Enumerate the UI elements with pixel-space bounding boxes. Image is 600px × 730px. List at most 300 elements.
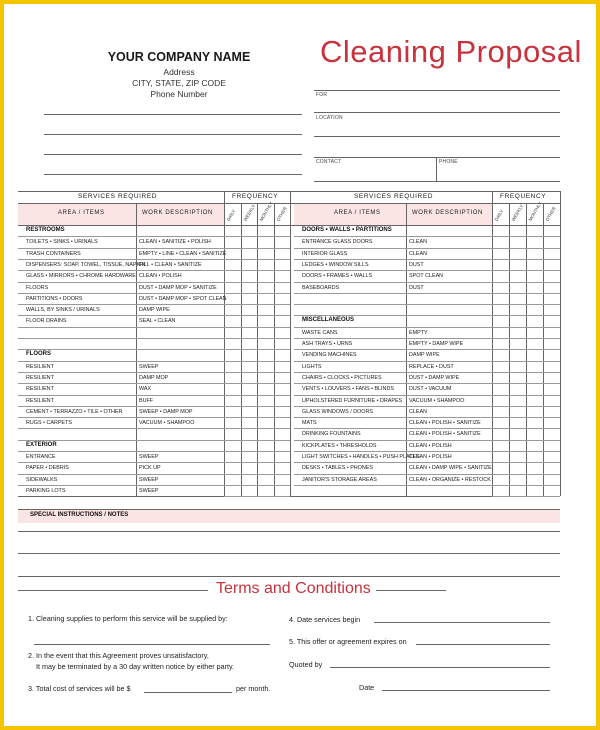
frequency-cell[interactable] [527, 441, 542, 450]
freq-row-line [224, 496, 290, 497]
frequency-cell[interactable] [225, 260, 240, 269]
phone-label: PHONE [439, 159, 458, 165]
special-top-line [18, 509, 560, 510]
expires-field[interactable] [416, 644, 550, 645]
frequency-cell[interactable] [493, 362, 508, 371]
left-freq-label-weekly: WEEKLY [242, 203, 256, 222]
frequency-cell[interactable] [510, 418, 525, 427]
frequency-cell[interactable] [225, 452, 240, 461]
area-item: DOORS • FRAMES • WALLS [302, 273, 373, 280]
frequency-cell[interactable] [493, 429, 508, 438]
left-freq-label-daily: DAILY [225, 208, 237, 222]
frequency-cell[interactable] [544, 339, 559, 348]
frequency-cell[interactable] [527, 463, 542, 472]
frequency-cell[interactable] [242, 418, 257, 427]
frequency-cell[interactable] [242, 271, 257, 280]
frequency-cell[interactable] [242, 362, 257, 371]
terms-rule-right [376, 590, 446, 591]
frequency-cell[interactable] [527, 316, 542, 325]
area-item: VENTS • LOUVERS • FANS • BLINDS [302, 386, 394, 393]
frequency-cell[interactable] [242, 226, 257, 235]
frequency-cell[interactable] [527, 283, 542, 292]
frequency-cell[interactable] [527, 294, 542, 303]
work-description: DUST • DAMP MOP • SANITIZE [139, 284, 217, 291]
supplied-by-field[interactable] [34, 644, 270, 645]
frequency-cell[interactable] [242, 429, 257, 438]
frequency-cell[interactable] [258, 396, 273, 405]
frequency-cell[interactable] [275, 373, 290, 382]
frequency-cell[interactable] [242, 260, 257, 269]
frequency-cell[interactable] [544, 249, 559, 258]
frequency-cell[interactable] [258, 339, 273, 348]
frequency-cell[interactable] [258, 283, 273, 292]
term-1: 1. Cleaning supplies to perform this service will be supplied by: [28, 614, 228, 623]
frequency-cell[interactable] [493, 339, 508, 348]
frequency-cell[interactable] [258, 226, 273, 235]
company-name: YOUR COMPANY NAME [107, 50, 251, 64]
frequency-cell[interactable] [275, 294, 290, 303]
frequency-cell[interactable] [258, 429, 273, 438]
section-title: RESTROOMS [26, 227, 65, 233]
frequency-cell[interactable] [275, 316, 290, 325]
frequency-cell[interactable] [242, 463, 257, 472]
frequency-cell[interactable] [544, 271, 559, 280]
frequency-cell[interactable] [258, 475, 273, 484]
frequency-cell[interactable] [544, 429, 559, 438]
quoted-by-field[interactable] [330, 667, 550, 668]
work-description: BUFF [139, 397, 154, 404]
frequency-cell[interactable] [493, 384, 508, 393]
frequency-cell[interactable] [275, 328, 290, 337]
frequency-cell[interactable] [225, 226, 240, 235]
area-item: RESILIENT [26, 374, 54, 381]
area-item: DISPENSERS: SOAP, TOWEL, TISSUE, NAPKIN [26, 261, 146, 268]
frequency-cell[interactable] [544, 237, 559, 246]
total-cost-field[interactable] [144, 692, 232, 693]
frequency-cell[interactable] [225, 294, 240, 303]
frequency-cell[interactable] [527, 418, 542, 427]
area-item: TOILETS • SINKS • URINALS [26, 239, 98, 246]
frequency-cell[interactable] [544, 328, 559, 337]
contact-line-top [314, 157, 560, 158]
work-description: SPOT CLEAN [409, 273, 444, 280]
area-item: CEMENT • TERRAZZO • TILE • OTHER [26, 408, 123, 415]
frequency-cell[interactable] [493, 305, 508, 314]
date-label: Date [359, 683, 375, 692]
frequency-cell[interactable] [510, 441, 525, 450]
frequency-cell[interactable] [275, 396, 290, 405]
work-description: CLEAN [409, 250, 427, 257]
notes-line-3[interactable] [18, 576, 560, 577]
frequency-cell[interactable] [242, 328, 257, 337]
frequency-cell[interactable] [510, 429, 525, 438]
frequency-cell[interactable] [275, 452, 290, 461]
frequency-cell[interactable] [275, 463, 290, 472]
frequency-cell[interactable] [510, 407, 525, 416]
frequency-cell[interactable] [258, 271, 273, 280]
frequency-cell[interactable] [242, 384, 257, 393]
right-freq-label-other: OTHER [544, 205, 557, 222]
frequency-cell[interactable] [510, 294, 525, 303]
location-field[interactable] [314, 136, 560, 137]
frequency-cell[interactable] [493, 226, 508, 235]
area-item: RESILIENT [26, 397, 54, 404]
center-divider [290, 191, 291, 496]
frequency-cell[interactable] [275, 384, 290, 393]
frequency-cell[interactable] [544, 441, 559, 450]
work-description: EMPTY • DAMP WIPE [409, 341, 464, 347]
term-2a: 2. In the event that this Agreement proves unsatisfactory, [28, 651, 209, 660]
frequency-cell[interactable] [510, 486, 525, 495]
frequency-cell[interactable] [510, 384, 525, 393]
frequency-cell[interactable] [527, 328, 542, 337]
area-item: TRASH CONTAINERS [26, 250, 81, 257]
frequency-cell[interactable] [510, 452, 525, 461]
frequency-cell[interactable] [275, 486, 290, 495]
frequency-cell[interactable] [527, 373, 542, 382]
frequency-cell[interactable] [258, 463, 273, 472]
frequency-cell[interactable] [493, 237, 508, 246]
special-instructions-label: SPECIAL INSTRUCTIONS / NOTES [30, 512, 129, 518]
work-description: SWEEP [139, 487, 159, 494]
frequency-cell[interactable] [544, 283, 559, 292]
frequency-cell[interactable] [275, 305, 290, 314]
frequency-cell[interactable] [225, 486, 240, 495]
frequency-cell[interactable] [242, 294, 257, 303]
frequency-cell[interactable] [493, 260, 508, 269]
frequency-cell[interactable] [544, 350, 559, 359]
right-services-required-header: SERVICES REQUIRED [354, 193, 434, 200]
frequency-cell[interactable] [493, 407, 508, 416]
frequency-cell[interactable] [510, 271, 525, 280]
right-freq-label-weekly: WEEKLY [510, 203, 525, 222]
frequency-cell[interactable] [527, 407, 542, 416]
area-item: ENTRANCE [26, 454, 56, 460]
frequency-cell[interactable] [527, 271, 542, 280]
frequency-cell[interactable] [544, 486, 559, 495]
work-description: CLEAN • POLISH • SANITIZE [409, 420, 481, 427]
company-phone: Phone Number [150, 89, 208, 99]
notes-line-1[interactable] [18, 531, 560, 532]
section-title: EXTERIOR [26, 441, 57, 448]
work-description: CLEAN • POLISH • SANITIZE [409, 431, 481, 438]
work-description: DUST • DAMP WIPE [409, 374, 460, 381]
frequency-cell[interactable] [510, 475, 525, 484]
work-description: CLEAN • DAMP WIPE • SANITIZE [409, 465, 492, 472]
frequency-cell[interactable] [510, 305, 525, 314]
frequency-cell[interactable] [510, 350, 525, 359]
frequency-cell[interactable] [510, 316, 525, 325]
row-line [294, 485, 492, 486]
frequency-cell[interactable] [493, 294, 508, 303]
frequency-cell[interactable] [510, 249, 525, 258]
frequency-cell[interactable] [493, 418, 508, 427]
frequency-cell[interactable] [527, 350, 542, 359]
frequency-cell[interactable] [225, 283, 240, 292]
frequency-cell[interactable] [493, 350, 508, 359]
frequency-cell[interactable] [527, 249, 542, 258]
frequency-cell[interactable] [493, 271, 508, 280]
term-5: 5. This offer or agreement expires on [289, 637, 407, 646]
frequency-cell[interactable] [493, 441, 508, 450]
frequency-cell[interactable] [275, 260, 290, 269]
work-description: CLEAN • SANITIZE • POLISH [139, 239, 211, 246]
row-line [18, 428, 224, 429]
frequency-cell[interactable] [258, 362, 273, 371]
frequency-cell[interactable] [493, 396, 508, 405]
frequency-cell[interactable] [510, 396, 525, 405]
frequency-cell[interactable] [493, 316, 508, 325]
right-frequency-header: FREQUENCY [500, 193, 547, 200]
frequency-cell[interactable] [527, 486, 542, 495]
terms-rule-left [18, 590, 208, 591]
frequency-cell[interactable] [225, 429, 240, 438]
frequency-cell[interactable] [225, 384, 240, 393]
frequency-cell[interactable] [225, 407, 240, 416]
company-line-4[interactable] [44, 174, 302, 175]
frequency-cell[interactable] [544, 452, 559, 461]
frequency-cell[interactable] [242, 237, 257, 246]
work-description: DUST • VACUUM [409, 386, 452, 393]
area-item: PARKING LOTS [26, 487, 66, 494]
frequency-cell[interactable] [225, 463, 240, 472]
frequency-cell[interactable] [527, 362, 542, 371]
frequency-cell[interactable] [225, 475, 240, 484]
frequency-cell[interactable] [527, 475, 542, 484]
frequency-cell[interactable] [225, 350, 240, 359]
area-item: FLOORS [26, 284, 49, 291]
frequency-cell[interactable] [258, 260, 273, 269]
work-description: SWEEP [139, 454, 159, 460]
frequency-cell[interactable] [225, 396, 240, 405]
area-item: BASEBOARDS [302, 284, 340, 291]
frequency-cell[interactable] [242, 452, 257, 461]
frequency-cell[interactable] [258, 305, 273, 314]
area-item: INTERIOR GLASS [302, 250, 348, 257]
frequency-cell[interactable] [527, 305, 542, 314]
frequency-cell[interactable] [258, 486, 273, 495]
frequency-cell[interactable] [242, 283, 257, 292]
frequency-cell[interactable] [258, 407, 273, 416]
frequency-cell[interactable] [510, 237, 525, 246]
frequency-cell[interactable] [527, 396, 542, 405]
frequency-cell[interactable] [510, 283, 525, 292]
frequency-cell[interactable] [510, 226, 525, 235]
work-description: CLEAN • POLISH [409, 454, 452, 460]
left-frequency-header: FREQUENCY [232, 193, 279, 200]
frequency-cell[interactable] [242, 441, 257, 450]
area-item: CHAIRS • CLOCKS • PICTURES [302, 374, 382, 381]
frequency-cell[interactable] [275, 339, 290, 348]
frequency-cell[interactable] [258, 294, 273, 303]
for-field[interactable] [314, 112, 560, 113]
frequency-cell[interactable] [510, 373, 525, 382]
frequency-cell[interactable] [242, 486, 257, 495]
frequency-cell[interactable] [527, 452, 542, 461]
frequency-cell[interactable] [258, 350, 273, 359]
frequency-cell[interactable] [544, 305, 559, 314]
frequency-cell[interactable] [275, 429, 290, 438]
frequency-cell[interactable] [544, 373, 559, 382]
work-description: VACUUM • SHAMPOO [139, 420, 195, 427]
frequency-cell[interactable] [275, 418, 290, 427]
frequency-cell[interactable] [258, 237, 273, 246]
frequency-cell[interactable] [242, 339, 257, 348]
work-description: VACUUM • SHAMPOO [409, 397, 465, 404]
right-area-items-header: AREA / ITEMS [334, 210, 381, 216]
frequency-cell[interactable] [544, 418, 559, 427]
frequency-cell[interactable] [258, 441, 273, 450]
frequency-cell[interactable] [544, 294, 559, 303]
frequency-cell[interactable] [258, 452, 273, 461]
frequency-cell[interactable] [225, 237, 240, 246]
frequency-cell[interactable] [510, 463, 525, 472]
contact-field[interactable] [314, 181, 560, 182]
frequency-cell[interactable] [275, 271, 290, 280]
frequency-cell[interactable] [493, 452, 508, 461]
page-title: Cleaning Proposal [320, 34, 582, 69]
frequency-cell[interactable] [544, 362, 559, 371]
frequency-cell[interactable] [275, 475, 290, 484]
frequency-cell[interactable] [275, 226, 290, 235]
frequency-cell[interactable] [258, 418, 273, 427]
frequency-cell[interactable] [275, 407, 290, 416]
work-description: CLEAN • POLISH [409, 442, 452, 449]
work-description: SEAL • CLEAN [139, 318, 176, 325]
frequency-cell[interactable] [225, 362, 240, 371]
work-description: CLEAN • POLISH [139, 273, 182, 280]
frequency-cell[interactable] [225, 316, 240, 325]
section-title: MISCELLANEOUS [302, 317, 355, 324]
term-2b: It may be terminated by a 30 day written notice by either party. [36, 662, 235, 671]
term-3b: per month. [236, 684, 271, 693]
company-line-2[interactable] [44, 134, 302, 135]
row-line [18, 338, 224, 339]
frequency-cell[interactable] [544, 384, 559, 393]
company-line-3[interactable] [44, 154, 302, 155]
frequency-cell[interactable] [275, 441, 290, 450]
frequency-cell[interactable] [544, 226, 559, 235]
area-item: GLASS WINDOWS / DOORS [302, 408, 373, 415]
frequency-cell[interactable] [510, 362, 525, 371]
area-item: SIDEWALKS [26, 476, 58, 483]
frequency-cell[interactable] [544, 396, 559, 405]
frequency-cell[interactable] [242, 249, 257, 258]
frequency-cell[interactable] [493, 283, 508, 292]
frequency-cell[interactable] [527, 260, 542, 269]
frequency-cell[interactable] [258, 316, 273, 325]
right-work-description-header: WORK DESCRIPTION [412, 210, 483, 216]
frequency-cell[interactable] [493, 486, 508, 495]
area-item: PARTITIONS • DOORS [26, 295, 83, 302]
frequency-cell[interactable] [510, 339, 525, 348]
area-item: DRINKING FOUNTAINS [302, 431, 361, 438]
frequency-cell[interactable] [242, 373, 257, 382]
area-item: RESILIENT [26, 386, 54, 393]
frequency-cell[interactable] [544, 463, 559, 472]
left-services-required-header: SERVICES REQUIRED [78, 193, 158, 200]
frequency-cell[interactable] [510, 328, 525, 337]
area-item: DESKS • TABLES • PHONES [302, 465, 373, 472]
frequency-cell[interactable] [242, 475, 257, 484]
company-line-1[interactable] [44, 114, 302, 115]
frequency-cell[interactable] [544, 260, 559, 269]
frequency-cell[interactable] [275, 283, 290, 292]
frequency-cell[interactable] [225, 328, 240, 337]
frequency-cell[interactable] [258, 384, 273, 393]
frequency-cell[interactable] [544, 316, 559, 325]
frequency-cell[interactable] [493, 463, 508, 472]
frequency-cell[interactable] [527, 339, 542, 348]
frequency-cell[interactable] [493, 373, 508, 382]
area-item: VENDING MACHINES [302, 352, 357, 359]
area-item: LIGHTS [302, 363, 322, 370]
frequency-cell[interactable] [242, 305, 257, 314]
frequency-cell[interactable] [527, 429, 542, 438]
frequency-cell[interactable] [493, 328, 508, 337]
frequency-cell[interactable] [275, 249, 290, 258]
notes-line-2[interactable] [18, 553, 560, 554]
work-description: EMPTY [409, 329, 428, 336]
row-line [18, 440, 224, 441]
date-begin-field[interactable] [374, 622, 550, 623]
frequency-cell[interactable] [225, 373, 240, 382]
work-description: WAX [139, 386, 152, 393]
frequency-cell[interactable] [258, 249, 273, 258]
frequency-cell[interactable] [242, 407, 257, 416]
table-subheader-line [18, 225, 560, 226]
work-description: CLEAN • ORGANIZE • RESTOCK [409, 476, 491, 483]
company-address: Address [163, 67, 195, 77]
frequency-cell[interactable] [527, 384, 542, 393]
frequency-cell[interactable] [225, 249, 240, 258]
frequency-cell[interactable] [242, 316, 257, 325]
frequency-cell[interactable] [527, 226, 542, 235]
section-title: FLOORS [26, 351, 51, 358]
frequency-cell[interactable] [493, 249, 508, 258]
date-field[interactable] [382, 690, 550, 691]
frequency-cell[interactable] [225, 271, 240, 280]
row-line [18, 349, 224, 350]
frequency-cell[interactable] [275, 362, 290, 371]
left-freq-label-other: OTHER [275, 205, 288, 222]
freq-row-line [492, 496, 560, 497]
frequency-cell[interactable] [527, 237, 542, 246]
frequency-cell[interactable] [242, 396, 257, 405]
frequency-cell[interactable] [258, 328, 273, 337]
frequency-cell[interactable] [544, 407, 559, 416]
term-4: 4. Date services begin [289, 615, 361, 624]
frequency-cell[interactable] [242, 350, 257, 359]
frequency-cell[interactable] [275, 350, 290, 359]
frequency-cell[interactable] [225, 441, 240, 450]
frequency-cell[interactable] [225, 418, 240, 427]
frequency-cell[interactable] [493, 475, 508, 484]
right-border [560, 191, 561, 496]
frequency-cell[interactable] [225, 305, 240, 314]
frequency-cell[interactable] [544, 475, 559, 484]
for-label: FOR [316, 92, 328, 98]
area-item: GLASS • MIRRORS • CHROME HARDWARE [26, 273, 136, 280]
frequency-cell[interactable] [510, 260, 525, 269]
area-item: LEDGES • WINDOW SILLS [302, 261, 369, 268]
frequency-cell[interactable] [275, 237, 290, 246]
work-description: CLEAN [409, 239, 427, 246]
frequency-cell[interactable] [225, 339, 240, 348]
frequency-cell[interactable] [258, 373, 273, 382]
work-description: DUST [409, 261, 424, 268]
table-top-line [18, 191, 560, 192]
